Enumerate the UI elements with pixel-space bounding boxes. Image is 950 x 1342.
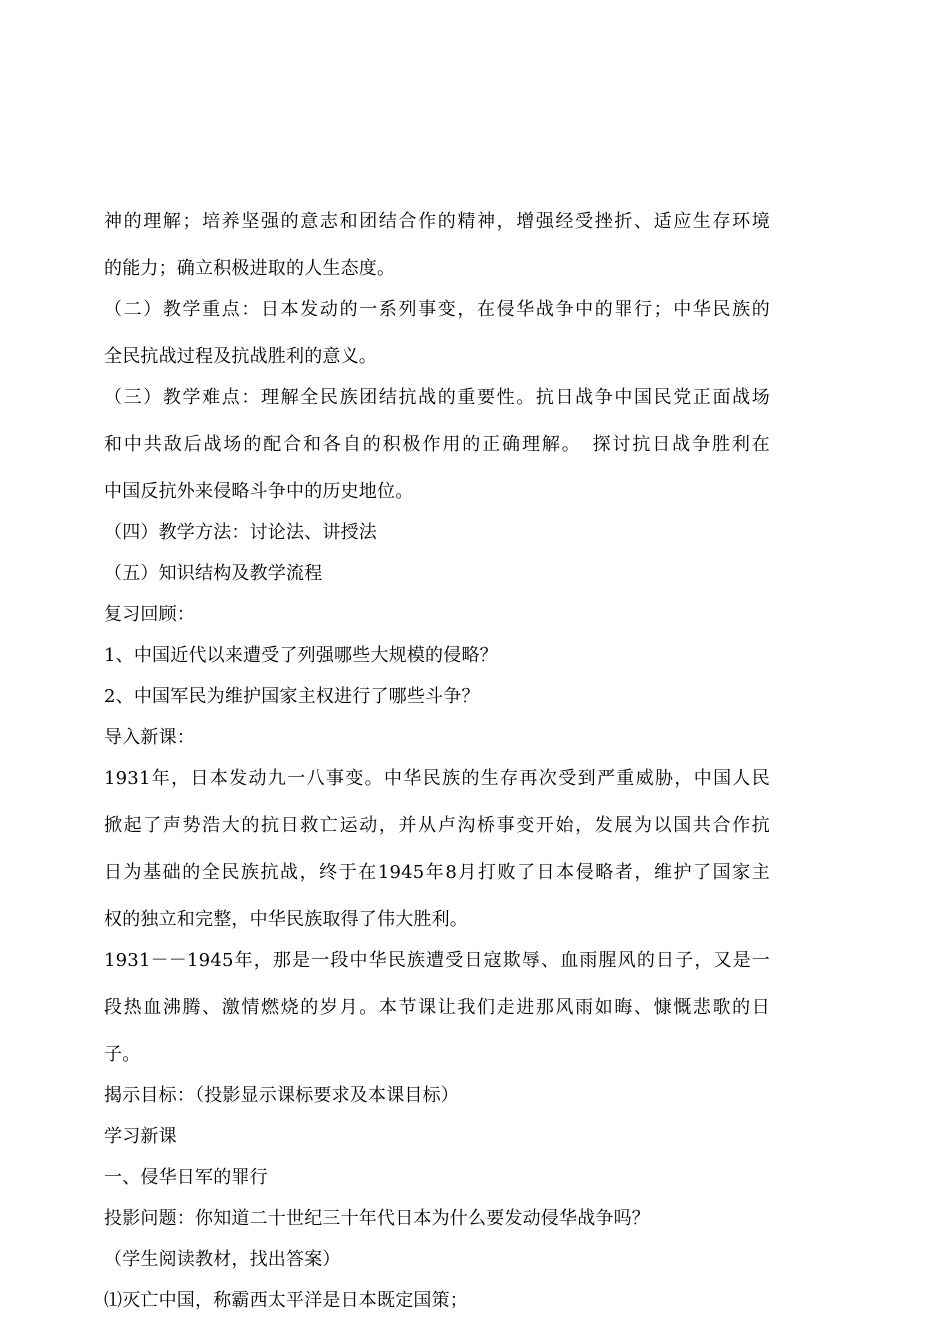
paragraph-line: 权的独立和完整，中华民族取得了伟大胜利。 (104, 909, 468, 930)
section-heading: （四）教学方法：讨论法、讲授法 (104, 522, 377, 543)
paragraph-line: 1931－－1945年，那是一段中华民族遭受日寇欺辱、血雨腥风的日子，又是一 (104, 950, 770, 971)
paragraph-line: 的能力；确立积极进取的人生态度。 (104, 258, 396, 279)
question-line: 投影问题：你知道二十世纪三十年代日本为什么要发动侵华战争吗？ (104, 1208, 650, 1229)
section-heading: 导入新课： (104, 727, 195, 748)
paragraph-line: 日为基础的全民族抗战，终于在1945年8月打败了日本侵略者，维护了国家主 (104, 862, 770, 883)
paragraph-line: 段热血沸腾、激情燃烧的岁月。本节课让我们走进那风雨如晦、慷慨悲歌的日 (104, 997, 770, 1018)
paragraph-line: （二）教学重点：日本发动的一系列事变，在侵华战争中的罪行；中华民族的 (104, 299, 770, 320)
paragraph-line: 掀起了声势浩大的抗日救亡运动，并从卢沟桥事变开始，发展为以国共合作抗 (104, 815, 770, 836)
question-line: 1、中国近代以来遭受了列强哪些大规模的侵略？ (104, 645, 498, 666)
paragraph-line: （学生阅读教材，找出答案） (104, 1249, 341, 1270)
paragraph-line: 和中共敌后战场的配合和各自的积极作用的正确理解。 探讨抗日战争胜利在 (104, 434, 770, 455)
paragraph-line: 1931年，日本发动九一八事变。中华民族的生存再次受到严重威胁，中国人民 (104, 768, 770, 789)
section-heading: 一、侵华日军的罪行 (104, 1167, 268, 1188)
section-heading: （五）知识结构及教学流程 (104, 563, 323, 584)
paragraph-line: 子。 (104, 1044, 141, 1065)
paragraph-line: 神的理解；培养坚强的意志和团结合作的精神，增强经受挫折、适应生存环境 (104, 211, 770, 232)
section-heading: 复习回顾： (104, 604, 195, 625)
paragraph-line: （三）教学难点：理解全民族团结抗战的重要性。抗日战争中国民党正面战场 (104, 387, 770, 408)
list-item: ⑴灭亡中国，称霸西太平洋是日本既定国策； (104, 1290, 468, 1311)
section-heading: 揭示目标：（投影显示课标要求及本课目标） (104, 1085, 459, 1106)
section-heading: 学习新课 (104, 1126, 177, 1147)
paragraph-line: 中国反抗外来侵略斗争中的历史地位。 (104, 481, 414, 502)
question-line: 2、中国军民为维护国家主权进行了哪些斗争？ (104, 686, 480, 707)
paragraph-line: 全民抗战过程及抗战胜利的意义。 (104, 346, 377, 367)
